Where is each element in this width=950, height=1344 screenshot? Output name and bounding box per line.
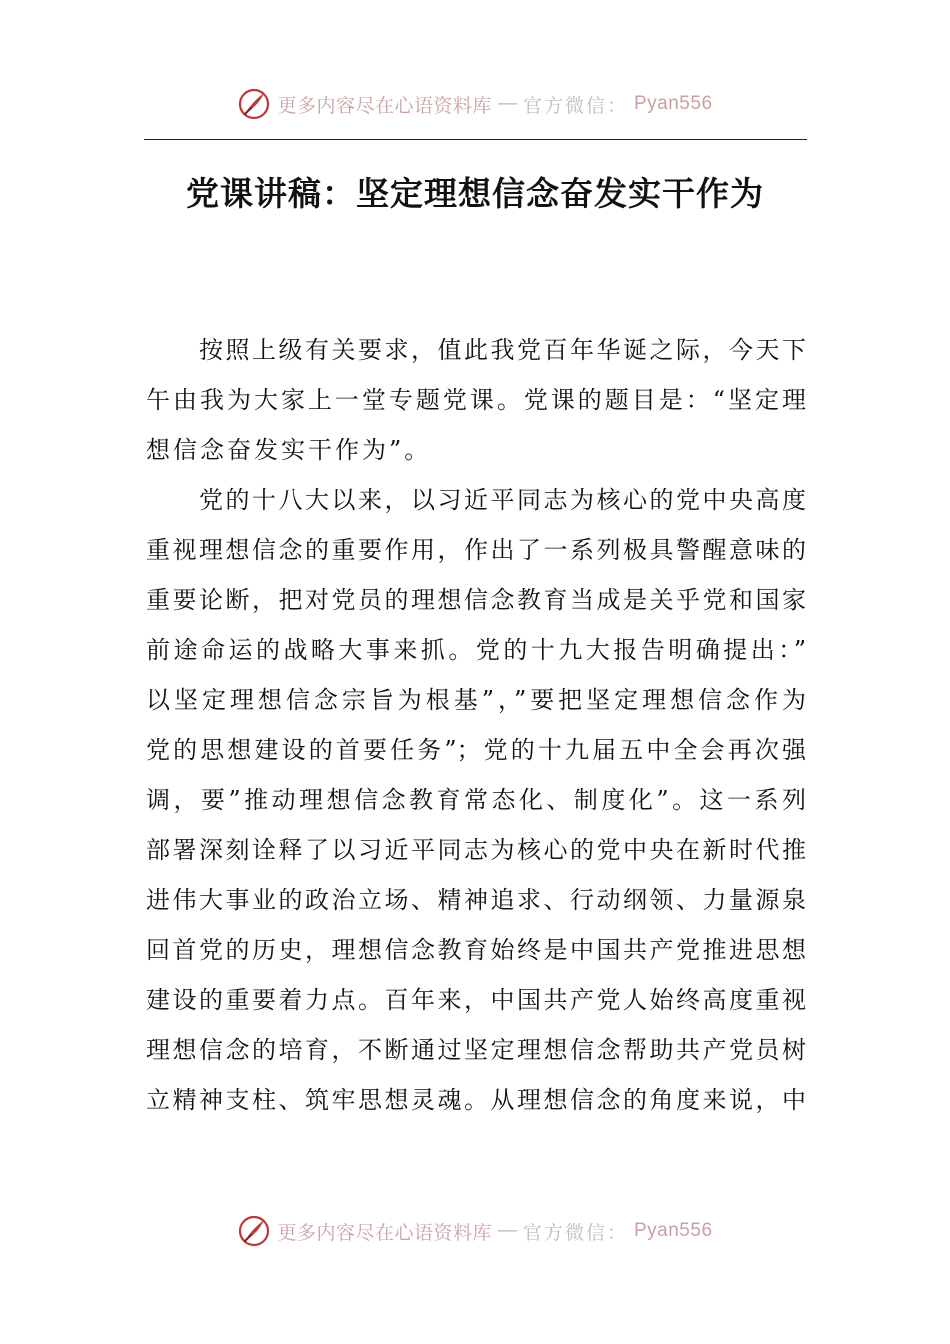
banner-wechat-label: 官方微信： <box>522 94 628 117</box>
body-line: 重视理想信念的重要作用，作出了一系列极具警醒意味的 <box>146 536 806 564</box>
banner-brand-text: 更多内容尽在心语资料库 <box>277 1221 492 1244</box>
banner-wechat-id: Pyan556 <box>634 93 713 114</box>
body-line: 想信念奋发实干作为”。 <box>146 436 432 464</box>
banner-dash: — <box>497 1220 517 1241</box>
body-line: 部署深刻诠释了以习近平同志为核心的党中央在新时代推 <box>146 836 806 864</box>
quill-logo-icon <box>237 87 271 121</box>
body-line: 理想信念的培育，不断通过坚定理想信念帮助共产党员树 <box>146 1036 806 1064</box>
document-body <box>146 325 806 1125</box>
body-line: 调，要”推动理想信念教育常态化、制度化”。这一系列 <box>146 786 806 814</box>
banner-wechat-label: 官方微信： <box>522 1221 628 1244</box>
document-title: 党课讲稿：坚定理想信念奋发实干作为 <box>186 174 764 213</box>
body-line: 回首党的历史，理想信念教育始终是中国共产党推进思想 <box>146 936 806 964</box>
header-banner <box>0 84 950 124</box>
body-line: 立精神支柱、筑牢思想灵魂。从理想信念的角度来说，中 <box>146 1086 806 1114</box>
body-line: 建设的重要着力点。百年来，中国共产党人始终高度重视 <box>146 986 806 1014</box>
body-line: 党的十八大以来，以习近平同志为核心的党中央高度 <box>146 486 806 514</box>
header-divider <box>144 139 807 140</box>
banner-wechat-id: Pyan556 <box>634 1220 713 1241</box>
body-line: 重要论断，把对党员的理想信念教育当成是关乎党和国家 <box>146 586 806 614</box>
body-line: 进伟大事业的政治立场、精神追求、行动纲领、力量源泉 <box>146 886 806 914</box>
banner-brand-text: 更多内容尽在心语资料库 <box>277 94 492 117</box>
footer-banner <box>0 1211 950 1251</box>
body-line: 党的思想建设的首要任务”；党的十九届五中全会再次强 <box>146 736 806 764</box>
quill-logo-icon <box>237 1214 271 1248</box>
body-line: 前途命运的战略大事来抓。党的十九大报告明确提出：” <box>146 636 806 664</box>
body-line: 以坚定理想信念宗旨为根基”，”要把坚定理想信念作为 <box>146 686 806 714</box>
banner-dash: — <box>497 93 517 114</box>
body-line: 午由我为大家上一堂专题党课。党课的题目是：“坚定理 <box>146 386 806 414</box>
body-line: 按照上级有关要求，值此我党百年华诞之际，今天下 <box>146 336 806 364</box>
